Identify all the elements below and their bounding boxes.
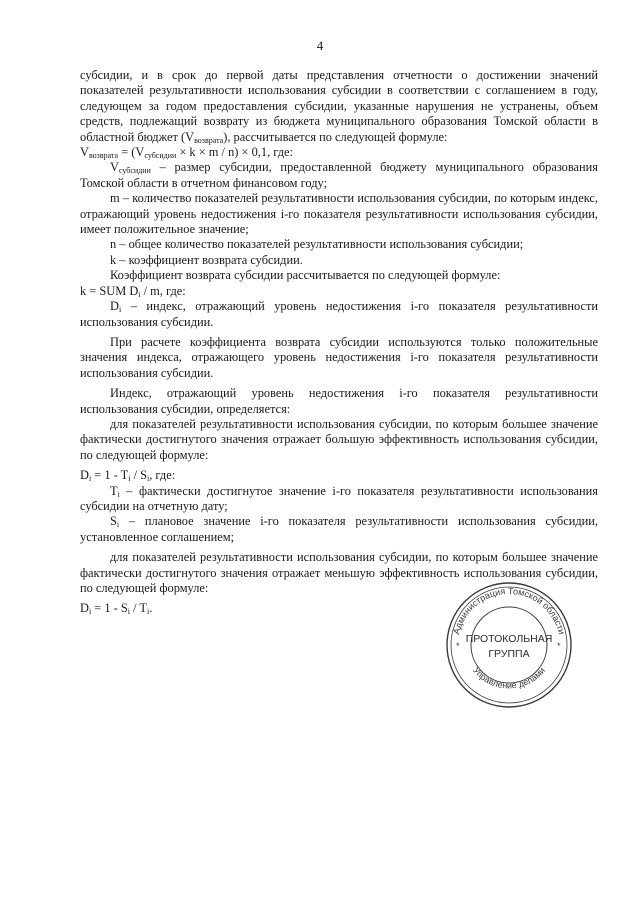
stamp-outer-bottom-text: Управление делами (470, 665, 548, 691)
definition-t: $T_i$ – фактически достигнутое значение i-го показателя результативности использования субсидии на отчетную дату; (80, 483, 598, 513)
formula-coefficient: k = SUM $D_i$ / m, где: (80, 283, 186, 299)
stamp-line-2: ГРУППА (488, 648, 530, 660)
definition-m: m – количество показателей результативности использования субсидии, по которым индекс, отражающий уровень недостижения i-го показателя результативности использования субсидии, имеет положительное значение; (80, 191, 598, 237)
definition-d: $D_i$ – индекс, отражающий уровень недостижения i-го показателя результативности использования субсидии. (80, 299, 598, 329)
formula-index-2: $D_i = 1 - S_i / T_i$. (80, 601, 153, 617)
stamp-graphic (444, 580, 574, 710)
stamp-star-left-icon: * (456, 641, 460, 651)
paragraph-lesser-efficiency: для показателей результативности использования субсидии, по которым большее значение фактически достигнутого значения отражает меньшую эффективность использования субсидии, по следующей формуле: (80, 550, 598, 595)
stamp-star-right-icon: * (557, 641, 561, 651)
definition-k: k – коэффициент возврата субсидии. (110, 252, 303, 267)
paragraph-coefficient-intro: Коэффициент возврата субсидии рассчитывается по следующей формуле: (110, 268, 501, 283)
page-number: 4 (316, 38, 324, 53)
stamp-line-1: ПРОТОКОЛЬНАЯ (465, 633, 553, 645)
stamp-outer-top-text: Администрация Томской области (451, 585, 567, 636)
definition-s: $S_i$ – плановое значение i-го показателя результативности использования субсидии, установленное соглашением; (80, 514, 598, 544)
definition-v-subsidy: $V_{субсидии}$ – размер субсидии, предоставленной бюджету муниципального образования Томской области в отчетном финансовом году; (80, 160, 598, 190)
formula-return-volume: $V_{возврата} = (V_{субсидии} \times k \times m / n) \times 0,1$, где: (80, 145, 293, 161)
definition-n: n – общее количество показателей результативности использования субсидии; (110, 237, 524, 252)
document-body (80, 68, 598, 617)
paragraph-greater-efficiency: для показателей результативности использования субсидии, по которым большее значение фактически достигнутого значения отражает большую эффективность использования субсидии, по следующей формуле: (80, 416, 598, 462)
protocol-group-stamp (444, 580, 574, 710)
paragraph-positive-values: При расчете коэффициента возврата субсидии используются только положительные значения индекса, отражающего уровень недостижения i-го показателя результативности использования субсидии. (80, 334, 598, 380)
paragraph-index-determined: Индекс, отражающий уровень недостижения i-го показателя результативности использования субсидии, определяется: (80, 386, 598, 416)
paragraph-return-volume: субсидии, и в срок до первой даты представления отчетности о достижении значений показателей результативности использования субсидии в соответствии с соглашением в году, следующем за годом предоставления субсидии, указанные нарушения не устранены, объем средств, подлежащий возврату из бюджета муниципального образования Томской области в областной бюджет $(V_{возврата})$, рассчитывается по следующей формуле: (80, 68, 598, 145)
formula-index-1: $D_i = 1 - T_i / S_i$, где: (80, 468, 176, 484)
